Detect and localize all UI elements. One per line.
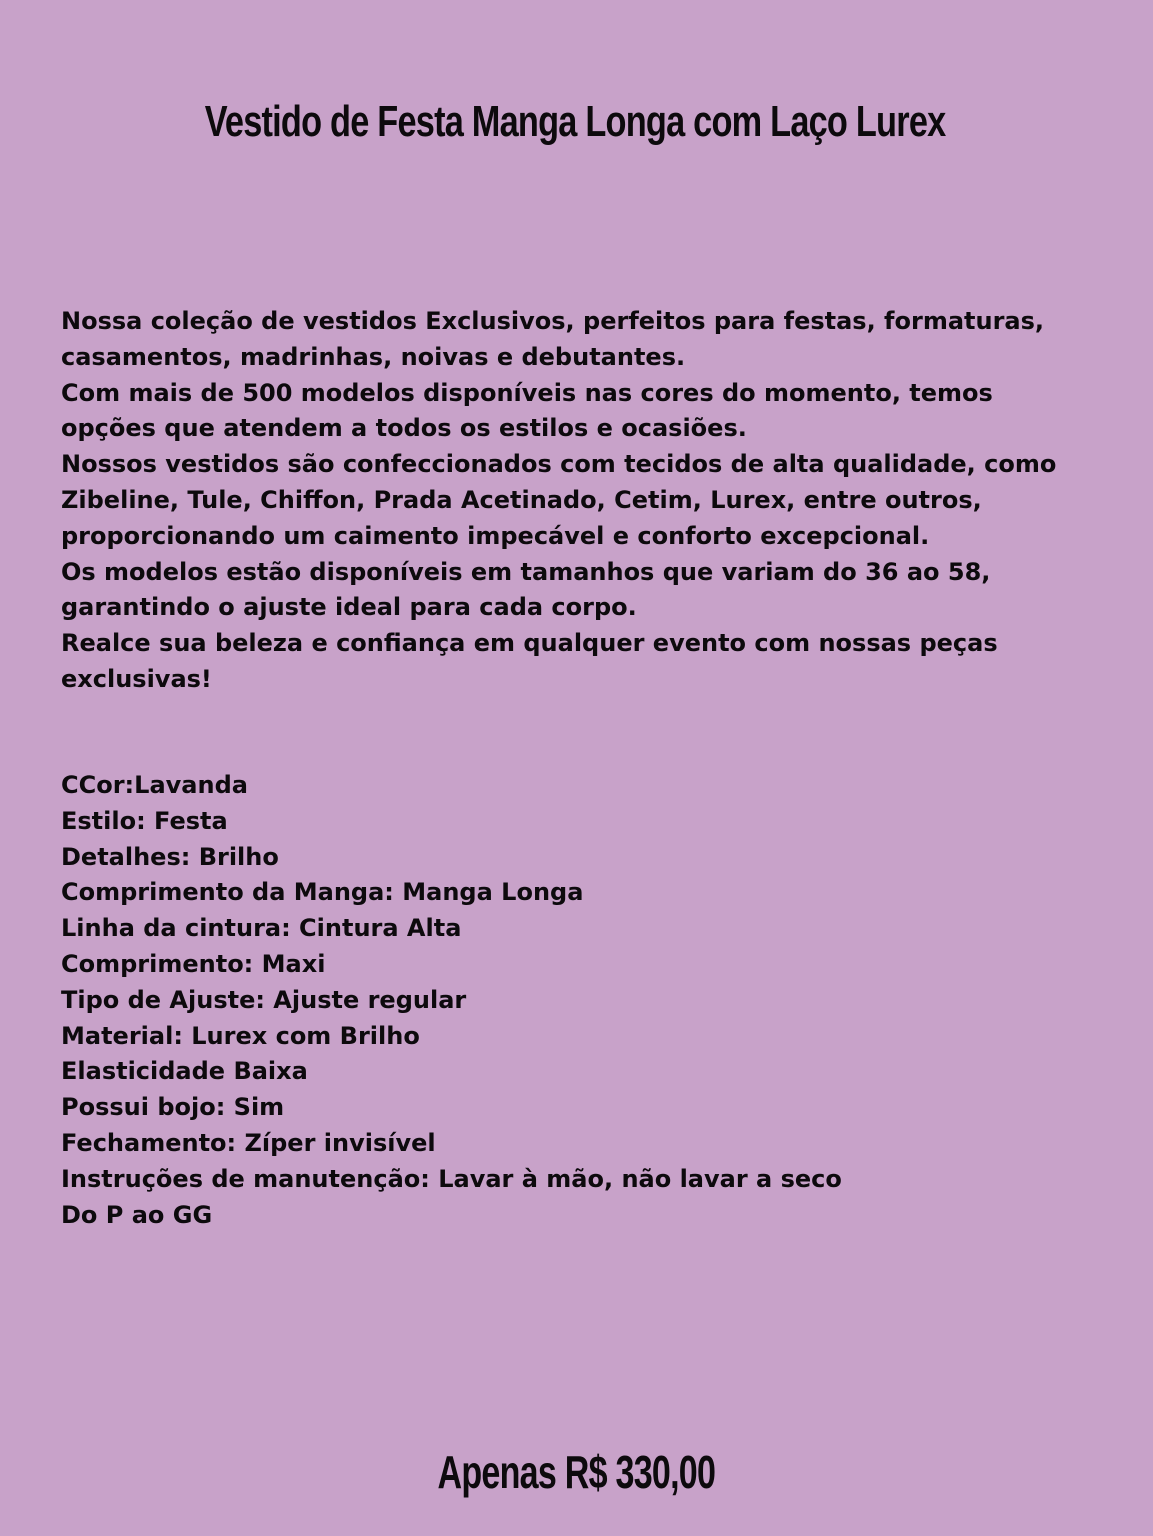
spec-item: Material: Lurex com Brilho [61, 1021, 420, 1050]
spec-item: CCor:Lavanda [61, 771, 248, 799]
spec-item: Linha da cintura: Cintura Alta [61, 914, 462, 943]
product-price: Apenas R$ 330,00 [437, 1446, 716, 1498]
spec-item: Fechamento: Zíper invisível [61, 1128, 436, 1157]
description-paragraph: Nossos vestidos são confeccionados com tecidos de alta qualidade, como Zibeline, Tule, Chiffon, Prada Acetinado, Cetim, Lurex, entre outros, proporcionando um caimento impecável e conforto excepcional. [61, 450, 1057, 550]
spec-item: Comprimento: Maxi [61, 949, 326, 978]
description-paragraph: Realce sua beleza e confiança em qualquer evento com nossas peças exclusivas! [61, 629, 998, 693]
spec-item: Estilo: Festa [61, 806, 228, 835]
spec-item: Tipo de Ajuste: Ajuste regular [61, 985, 467, 1014]
description-paragraph: Os modelos estão disponíveis em tamanhos que variam do 36 ao 58, garantindo o ajuste ideal para cada corpo. [61, 557, 991, 622]
spec-item: Instruções de manutenção: Lavar à mão, não lavar a seco [61, 1164, 842, 1193]
description-paragraph: Nossa coleção de vestidos Exclusivos, perfeitos para festas, formaturas, casamentos, madrinhas, noivas e debutantes. [61, 307, 1045, 371]
description-paragraph: Com mais de 500 modelos disponíveis nas cores do momento, temos opções que atendem a todos os estilos e ocasiões. [61, 378, 993, 443]
spec-item: Elasticidade Baixa [61, 1057, 308, 1086]
spec-item: Do P ao GG [61, 1200, 213, 1229]
spec-item: Detalhes: Brilho [61, 842, 279, 871]
spec-item: Comprimento da Manga: Manga Longa [61, 878, 584, 907]
spec-item: Possui bojo: Sim [61, 1093, 285, 1122]
product-title: Vestido de Festa Manga Longa com Laço Lurex [204, 97, 946, 146]
product-specs-list [61, 768, 1061, 1233]
product-description [61, 304, 1061, 698]
